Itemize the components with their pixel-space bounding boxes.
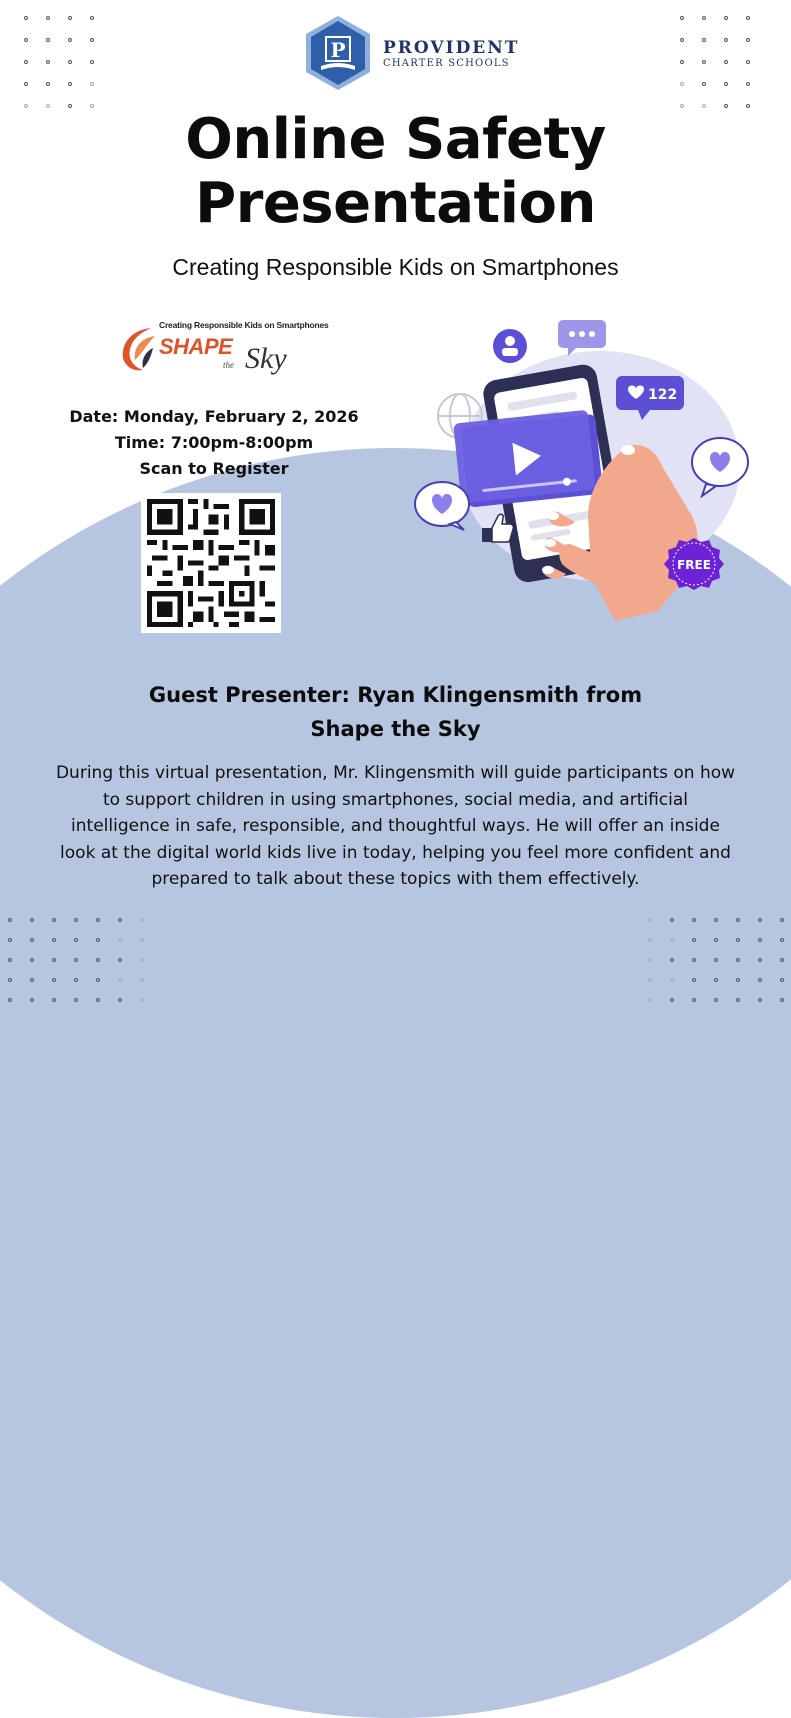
qr-code-icon xyxy=(147,499,275,627)
page-subtitle: Creating Responsible Kids on Smartphones xyxy=(172,254,619,280)
title-line-2: Presentation xyxy=(195,171,596,236)
partner-word-the: the xyxy=(223,360,234,370)
guest-line-1: Guest Presenter: Ryan Klingensmith from xyxy=(148,683,643,707)
provident-logo xyxy=(303,14,519,92)
guest-line-2: Shape the Sky xyxy=(310,717,481,741)
event-date: Date: Monday, February 2, 2026 xyxy=(69,407,359,426)
decor-dots-bottom-left xyxy=(8,918,144,1002)
shape-the-sky-mark-icon xyxy=(117,322,159,374)
video-player-icon xyxy=(453,409,603,508)
title-line-1: Online Safety xyxy=(185,107,606,172)
decor-dots-top-left xyxy=(24,16,94,108)
svg-text:FREE: FREE xyxy=(677,558,711,572)
svg-text:P: P xyxy=(330,38,346,62)
event-register: Scan to Register xyxy=(139,459,289,478)
chat-bubble-icon xyxy=(558,320,606,356)
partner-word-sky: Sky xyxy=(245,342,287,375)
decor-dots-bottom-right xyxy=(648,918,784,1002)
partner-tagline: Creating Responsible Kids on Smartphones xyxy=(159,320,329,330)
logo-name: PROVIDENT xyxy=(383,37,520,58)
decor-dots-top-right xyxy=(680,16,750,108)
background-circle xyxy=(0,448,791,1718)
partner-word-shape: SHAPE xyxy=(159,334,233,359)
provident-hexagon-icon xyxy=(303,14,373,92)
registration-qr-code[interactable] xyxy=(141,493,281,633)
event-details xyxy=(40,404,388,482)
page-title xyxy=(0,108,791,236)
svg-text:122: 122 xyxy=(648,387,678,403)
logo-subtitle: CHARTER SCHOOLS xyxy=(383,57,510,69)
heart-bubble-left-icon xyxy=(415,482,469,530)
guest-presenter-heading xyxy=(80,678,711,746)
presentation-description: During this virtual presentation, Mr. Klingensmith will guide participants on how to support children in using smartphones, social media, and artificial intelligence in safe, responsible, and thoughtful ways. He will offer an inside look at the digital world kids live in today, helping you feel more confident and prepared to talk about these topics with them effectively. xyxy=(55,763,736,889)
user-profile-icon xyxy=(493,329,527,363)
event-time: Time: 7:00pm-8:00pm xyxy=(114,433,314,452)
smartphone-illustration xyxy=(410,316,760,626)
shape-the-sky-logo xyxy=(117,318,329,380)
